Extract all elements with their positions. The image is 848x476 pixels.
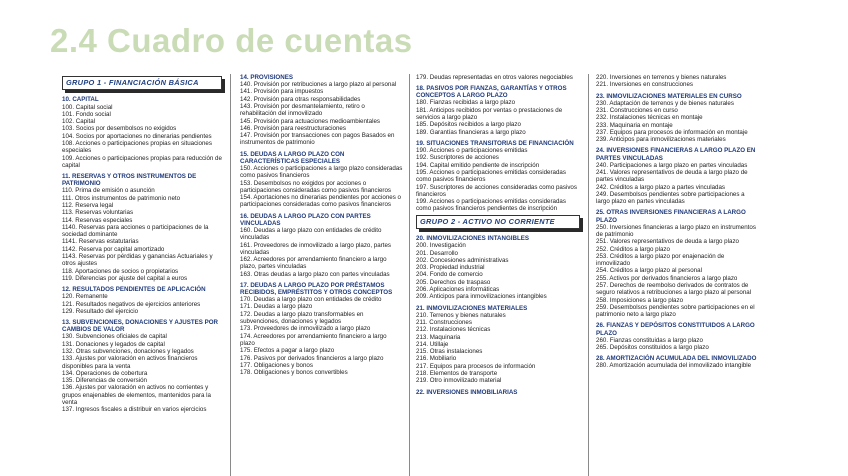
account-item: 1142. Reserva por capital amortizado — [62, 245, 165, 253]
account-item: 232. Instalaciones técnicas en montaje — [596, 114, 703, 122]
account-item: 129. Resultado del ejercicio — [62, 307, 139, 315]
account-item: 137. Ingresos fiscales a distribuir en varios ejercicios — [62, 406, 207, 414]
account-item: 178. Obligaciones y bonos convertibles — [240, 369, 348, 377]
account-item: 104. Socios por aportaciones no dinerarias pendientes — [62, 132, 212, 140]
account-item: 171. Deudas a largo plazo — [240, 303, 313, 311]
account-item: 260. Fianzas constituidas a largo plazo — [596, 336, 703, 344]
account-item: 250. Inversiones financieras a largo plazo en instrumentos de patrimonio — [596, 223, 756, 238]
section-heading: 24. INVERSIONES FINANCIERAS A LARGO PLAZO EN PARTES VINCULADAS — [596, 147, 756, 162]
account-item: 132. Otras subvenciones, donaciones y legados — [62, 347, 194, 355]
section-heading: 26. FIANZAS Y DEPÓSITOS CONSTITUIDOS A LARGO PLAZO — [596, 322, 755, 337]
column-divider — [588, 74, 589, 476]
section-heading: 17. DEUDAS A LARGO PLAZO POR PRÉSTAMOS RECIBIDOS, EMPRÉSTITOS Y OTROS CONCEPTOS — [240, 282, 393, 297]
account-section — [596, 147, 758, 205]
account-item: 209. Anticipos para inmovilizaciones intangibles — [416, 293, 547, 301]
account-item: 202. Concesiones administrativas — [416, 256, 509, 264]
section-heading: 11. RESERVAS Y OTROS INSTRUMENTOS DE PATRIMONIO — [62, 173, 197, 188]
account-section — [596, 355, 758, 369]
section-heading: 18. PASIVOS POR FIANZAS, GARANTÍAS Y OTROS CONCEPTOS A LARGO PLAZO — [416, 85, 567, 100]
account-item: 190. Acciones o participaciones emitidas — [416, 147, 528, 155]
account-section — [62, 173, 222, 282]
account-section — [416, 85, 580, 136]
account-section — [416, 74, 580, 81]
account-item: 177. Obligaciones y bonos — [240, 361, 313, 369]
account-item: 170. Deudas a largo plazo con entidades de crédito — [240, 296, 382, 304]
account-item: 233. Maquinaria en montaje — [596, 121, 673, 129]
account-item: 130. Subvenciones oficiales de capital — [62, 333, 167, 341]
account-item: 240. Participaciones a largo plazo en partes vinculadas — [596, 161, 748, 169]
account-item: 176. Pasivos por derivados financieros a largo plazo — [240, 354, 384, 362]
account-section — [416, 235, 580, 300]
account-item: 211. Construcciones — [416, 319, 472, 326]
account-item: 216. Mobiliario — [416, 355, 457, 363]
account-item: 140. Provisión por retribuciones a largo plazo al personal — [240, 81, 397, 89]
account-item: 259. Desembolsos pendientes sobre participaciones en el patrimonio neto a largo plazo — [596, 303, 755, 319]
account-item: 195. Acciones o participaciones emitidas consideradas como pasivos financieros — [416, 168, 566, 184]
account-item: 197. Suscriptores de acciones consideradas como pasivos financieros — [416, 183, 577, 198]
account-item: 147. Provisión por transacciones con pagos Basados en instrumentos de patrimonio — [240, 132, 395, 147]
account-item: 257. Derechos de reembolso derivados de contratos de seguro relativos a retribuciones a largo plazo al personal — [596, 282, 752, 297]
account-item: 185. Depósitos recibidos a largo plazo — [416, 121, 521, 129]
account-item: 255. Activos por derivados financieros a largo plazo — [596, 274, 738, 282]
account-item: 210. Terrenos y bienes naturales — [416, 311, 506, 319]
account-section — [596, 74, 758, 89]
account-item: 1140. Reservas para acciones o participaciones de la sociedad dominante — [62, 223, 209, 239]
account-item: 162. Acreedores por arrendamiento financiero a largo plazo, partes vinculadas — [240, 256, 387, 271]
account-item: 141. Provisión para impuestos — [240, 88, 324, 96]
account-item: 201. Desarrollo — [416, 249, 458, 257]
account-section — [62, 319, 222, 413]
account-item: 118. Aportaciones de socios o propietarios — [62, 267, 179, 275]
account-item: 135. Diferencias de conversión — [62, 377, 147, 385]
account-item: 215. Otras instalaciones — [416, 348, 483, 356]
account-item: 249. Desembolsos pendientes sobre participaciones a largo plazo en partes vinculadas — [596, 190, 745, 206]
account-section — [62, 286, 222, 315]
account-item: 258. Imposiciones a largo plazo — [596, 296, 684, 304]
account-item: 146. Provisión para reestructuraciones — [240, 124, 346, 132]
account-item: 192. Suscriptores de acciones — [416, 154, 499, 162]
account-item: 200. Investigación — [416, 242, 466, 250]
account-item: 218. Elementos de transporte — [416, 370, 498, 378]
account-item: 154. Aportaciones no dinerarias pendientes por acciones o participaciones consideradas como pasivos financieros — [240, 194, 401, 209]
account-section — [240, 213, 403, 278]
account-section — [416, 389, 580, 396]
account-item: 173. Proveedores de inmovilizado a largo plazo — [240, 325, 371, 333]
account-item: 251. Valores representativos de deuda a largo plazo — [596, 238, 739, 246]
column-3 — [416, 74, 580, 396]
account-item: 189. Garantías financieras a largo plazo — [416, 128, 526, 136]
account-item: 112. Reserva legal — [62, 201, 114, 209]
column-2 — [240, 74, 403, 376]
account-item: 206. Aplicaciones informáticas — [416, 286, 500, 294]
account-item: 217. Equipos para procesos de información — [416, 362, 536, 370]
account-section — [596, 322, 758, 351]
account-item: 231. Construcciones en curso — [596, 106, 678, 114]
section-heading: 28. AMORTIZACIÓN ACUMULADA DEL INMOVILIZADO — [596, 355, 757, 363]
account-item: 143. Provisión por desmantelamiento, retiro o rehabilitación del inmovilizado — [240, 102, 365, 118]
account-section — [240, 74, 403, 147]
account-item: 179. Deudas representadas en otros valores negociables — [416, 74, 573, 81]
account-item: 265. Depósitos constituidos a largo plazo — [596, 343, 709, 351]
account-section — [416, 140, 580, 213]
account-item: 194. Capital emitido pendiente de inscripción — [416, 161, 540, 169]
section-heading: 16. DEUDAS A LARGO PLAZO CON PARTES VINCULADAS — [240, 212, 371, 227]
section-heading: 22. INVERSIONES INMOBILIARIAS — [416, 388, 518, 396]
account-item: 280. Amortización acumulada del inmovilizado intangible — [596, 362, 752, 370]
account-item: 213. Maquinaria — [416, 333, 461, 341]
account-item: 163. Otras deudas a largo plazo con partes vinculadas — [240, 270, 390, 278]
group-title: GRUPO 1 - FINANCIACIÓN BÁSICA — [66, 78, 199, 87]
section-heading: 23. INMOVILIZACIONES MATERIALES EN CURSO — [596, 92, 742, 100]
account-item: 253. Créditos a largo plazo por enajenación de inmovilizado — [596, 252, 725, 268]
account-item: 109. Acciones o participaciones propias para reducción de capital — [62, 154, 222, 169]
account-item: 241. Valores representativos de deuda a largo plazo de partes vinculadas — [596, 168, 748, 184]
column-divider — [230, 74, 231, 476]
section-heading: 13. SUBVENCIONES, DONACIONES Y AJUSTES POR CAMBIOS DE VALOR — [62, 319, 218, 334]
account-item: 136. Ajustes por valoración en activos no corrientes y grupos enajenables de elementos, mantenidos para la venta — [62, 384, 211, 407]
account-item: 181. Anticipos recibidos por ventas o prestaciones de servicios a largo plazo — [416, 106, 563, 122]
page-title: 2.4 Cuadro de cuentas — [50, 22, 413, 59]
account-section — [62, 96, 222, 169]
account-item: 111. Otros instrumentos de patrimonio neto — [62, 194, 181, 202]
account-item: 121. Resultados negativos de ejercicios anteriores — [62, 300, 201, 308]
section-heading: 14. PROVISIONES — [240, 74, 293, 81]
account-item: 1141. Reservas estatutarias — [62, 238, 139, 246]
account-item: 108. Acciones o participaciones propias en situaciones especiales — [62, 139, 212, 155]
account-item: 220. Inversiones en terrenos y bienes naturales — [596, 74, 727, 81]
account-chart-sheet — [58, 74, 758, 476]
account-item: 205. Derechos de traspaso — [416, 278, 491, 286]
account-item: 142. Provisión para otras responsabilidades — [240, 95, 361, 103]
account-item: 145. Provisión para actuaciones medioambientales — [240, 117, 380, 125]
account-item: 103. Socios por desembolsos no exigidos — [62, 125, 177, 133]
account-item: 203. Propiedad industrial — [416, 264, 485, 272]
account-item: 160. Deudas a largo plazo con entidades de crédito vinculadas — [240, 226, 382, 242]
account-item: 100. Capital social — [62, 103, 113, 111]
section-heading: 12. RESULTADOS PENDIENTES DE APLICACIÓN — [62, 286, 206, 294]
account-section — [596, 93, 758, 144]
account-item: 175. Efectos a pagar a largo plazo — [240, 347, 335, 355]
account-item: 119. Diferencias por ajuste del capital a euros — [62, 274, 188, 282]
account-item: 131. Donaciones y legados de capital — [62, 340, 165, 348]
account-item: 212. Instalaciones técnicas — [416, 326, 491, 334]
account-section — [416, 305, 580, 385]
group-title: GRUPO 2 - ACTIVO NO CORRIENTE — [420, 216, 555, 226]
account-item: 221. Inversiones en construcciones — [596, 81, 693, 89]
account-item: 1143. Reservas por pérdidas y ganancias Actuariales y otros ajustes — [62, 253, 213, 268]
section-heading: 21. INMOVILIZACIONES MATERIALES — [416, 304, 528, 312]
account-item: 230. Adaptación de terrenos y de bienes naturales — [596, 99, 734, 107]
account-section — [240, 282, 403, 376]
account-item: 150. Acciones o participaciones a largo plazo consideradas como pasivos financieros — [240, 164, 403, 180]
account-item: 161. Proveedores de inmovilizado a largo plazo, partes vinculadas — [240, 241, 391, 256]
account-item: 239. Anticipos para inmovilizaciones materiales — [596, 136, 726, 144]
account-item: 214. Utillaje — [416, 340, 449, 348]
account-item: 172. Deudas a largo plazo transformables en subvenciones, donaciones y legados — [240, 310, 364, 326]
group-header — [416, 215, 580, 229]
column-divider — [409, 74, 410, 476]
account-item: 180. Fianzas recibidas a largo plazo — [416, 99, 516, 107]
account-item: 120. Remanente — [62, 293, 108, 301]
account-item: 113. Reservas voluntarias — [62, 209, 134, 217]
account-item: 133. Ajustes por valoración en activos financieros disponibles para la venta — [62, 355, 198, 370]
account-item: 199. Acciones o participaciones emitidas consideradas como pasivos financieros pendientes de inscripción — [416, 198, 566, 213]
account-item: 110. Prima de emisión o asunción — [62, 187, 155, 195]
section-heading: 19. SITUACIONES TRANSITORIAS DE FINANCIACIÓN — [416, 139, 574, 147]
account-item: 153. Desembolsos no exigidos por acciones o participaciones consideradas como pasivos financieros — [240, 179, 391, 194]
account-section — [596, 209, 758, 318]
account-item: 237. Equipos para procesos de información en montaje — [596, 128, 748, 136]
account-item: 252. Créditos a largo plazo — [596, 245, 670, 253]
account-item: 101. Fondo social — [62, 110, 111, 118]
account-section — [240, 151, 403, 209]
account-item: 114. Reservas especiales — [62, 216, 133, 224]
group-header — [62, 76, 222, 90]
account-item: 204. Fondo de comercio — [416, 271, 483, 279]
section-heading: 10. CAPITAL — [62, 96, 99, 104]
account-item: 174. Acreedores por arrendamiento financiero a largo plazo — [240, 332, 387, 347]
column-4 — [596, 74, 758, 370]
section-heading: 15. DEUDAS A LARGO PLAZO CON CARACTERÍSTICAS ESPECIALES — [240, 150, 345, 165]
account-item: 219. Otro inmovilizado material — [416, 377, 502, 385]
account-item: 254. Créditos a largo plazo al personal — [596, 267, 702, 275]
column-1 — [62, 74, 222, 414]
account-item: 242. Créditos a largo plazo a partes vinculadas — [596, 183, 725, 191]
account-item: 102. Capital — [62, 118, 96, 126]
account-item: 134. Operaciones de cobertura — [62, 369, 148, 377]
section-heading: 25. OTRAS INVERSIONES FINANCIERAS A LARGO PLAZO — [596, 209, 746, 224]
section-heading: 20. INMOVILIZACIONES INTANGIBLES — [416, 235, 529, 243]
